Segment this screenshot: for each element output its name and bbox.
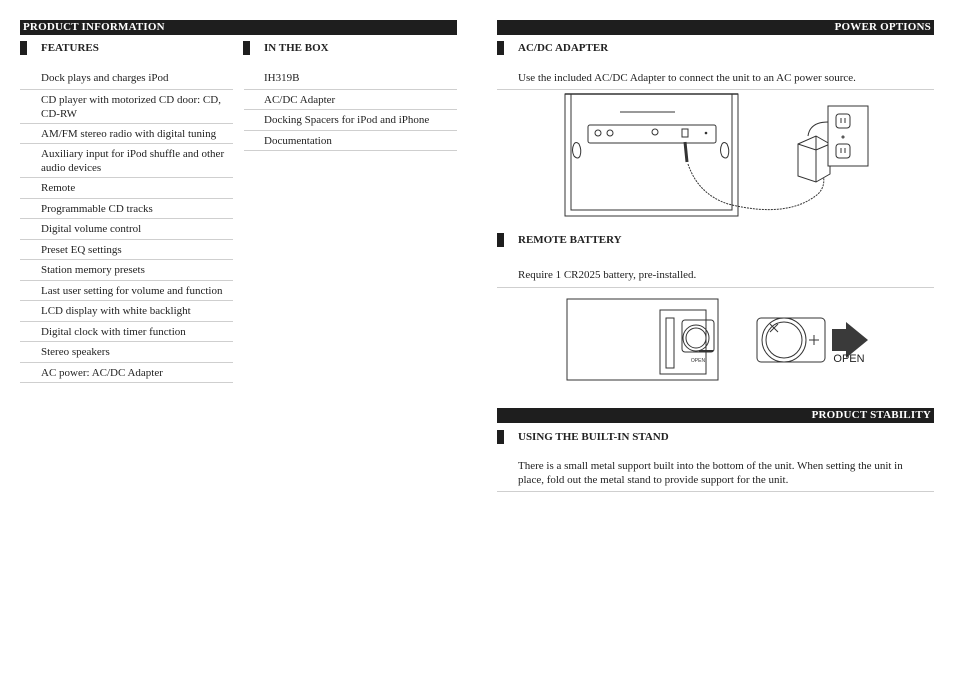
- acdc-heading-text: AC/DC ADAPTER: [518, 42, 609, 54]
- built-in-stand-heading-text: USING THE BUILT-IN STAND: [518, 431, 669, 443]
- list-item: Last user setting for volume and function: [20, 281, 233, 301]
- open-label-small: OPEN: [690, 358, 706, 364]
- features-heading-text: FEATURES: [41, 42, 99, 54]
- in-the-box-heading-text: IN THE BOX: [264, 42, 329, 54]
- heading-marker: [497, 430, 504, 444]
- acdc-text: Use the included AC/DC Adapter to connect the unit to an AC power source.: [518, 72, 856, 84]
- list-item: Dock plays and charges iPod: [20, 66, 233, 90]
- in-the-box-list: [244, 66, 457, 151]
- section-title: PRODUCT INFORMATION: [23, 21, 165, 33]
- list-item: CD player with motorized CD door: CD, CD-RW: [20, 90, 233, 124]
- list-item: IH319B: [244, 66, 457, 90]
- heading-marker: [243, 41, 250, 55]
- list-item: Auxiliary input for iPod shuffle and other audio devices: [20, 144, 233, 178]
- open-label-large: OPEN: [833, 353, 865, 365]
- acdc-heading: [518, 42, 608, 55]
- list-item: Documentation: [244, 131, 457, 151]
- heading-marker: [497, 233, 504, 247]
- section-bar-power-options: [497, 20, 934, 35]
- remote-battery-heading: [518, 234, 622, 247]
- wall-outlet-icon: [828, 106, 868, 166]
- features-heading: [41, 42, 99, 55]
- built-in-stand-text: There is a small metal support built into the bottom of the unit. When setting the unit in place, fold out the metal stand to provide support for the unit.: [518, 460, 903, 486]
- section-title: PRODUCT STABILITY: [811, 409, 931, 421]
- heading-marker: [497, 41, 504, 55]
- list-item: Preset EQ settings: [20, 240, 233, 260]
- remote-battery-heading-text: REMOTE BATTERY: [518, 234, 622, 246]
- list-item: Stereo speakers: [20, 342, 233, 363]
- coin-battery-large-icon: [762, 318, 806, 362]
- remote-battery-text: Require 1 CR2025 battery, pre-installed.: [518, 269, 697, 281]
- list-item: Digital volume control: [20, 219, 233, 240]
- remote-back-frame: [567, 299, 718, 380]
- divider: [497, 89, 934, 90]
- acdc-adapter-illustration: [560, 92, 870, 222]
- list-item: AC power: AC/DC Adapter: [20, 363, 233, 383]
- list-item: Station memory presets: [20, 260, 233, 281]
- in-the-box-heading: [264, 42, 329, 55]
- battery-illustration: [566, 298, 876, 382]
- list-item: LCD display with white backlight: [20, 301, 233, 322]
- divider: [497, 491, 934, 492]
- divider: [497, 287, 934, 288]
- list-item: Programmable CD tracks: [20, 199, 233, 219]
- list-item: AM/FM stereo radio with digital tuning: [20, 124, 233, 144]
- section-bar-product-information: [20, 20, 457, 35]
- dc-plug: [685, 142, 687, 162]
- section-bar-product-stability: [497, 408, 934, 423]
- list-item: Docking Spacers for iPod and iPhone: [244, 110, 457, 131]
- built-in-stand-heading: [518, 431, 669, 444]
- list-item: AC/DC Adapter: [244, 90, 457, 110]
- power-adapter-icon: [798, 136, 830, 182]
- section-title: POWER OPTIONS: [834, 21, 931, 33]
- list-item: Digital clock with timer function: [20, 322, 233, 342]
- heading-marker: [20, 41, 27, 55]
- list-item: Remote: [20, 178, 233, 199]
- features-list: [20, 66, 233, 383]
